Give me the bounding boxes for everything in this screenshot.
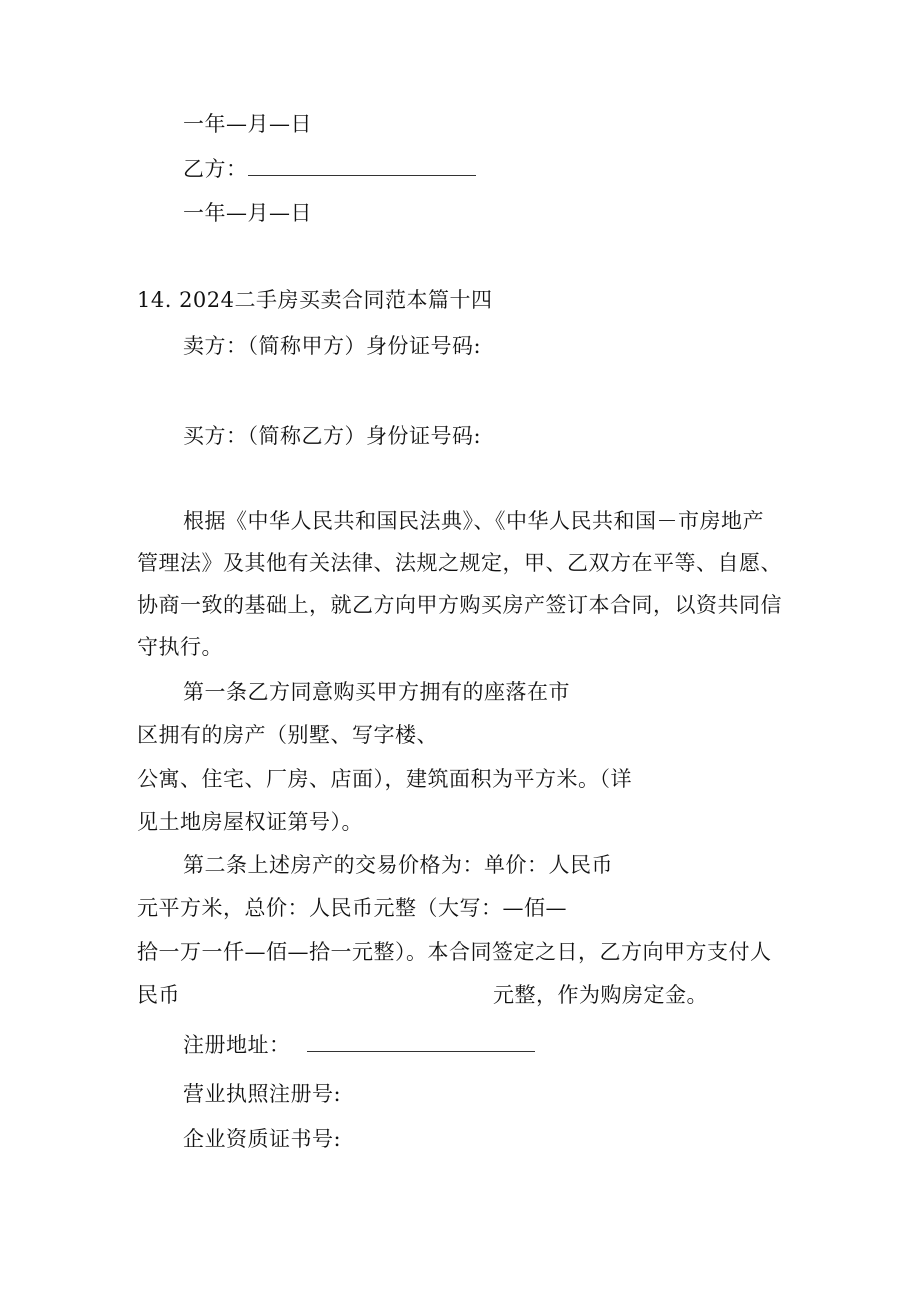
article-2-line-1: 第二条上述房产的交易价格为：单价：人民币: [183, 853, 613, 877]
article-2-line-4: [137, 980, 708, 1010]
preamble-line-1: 根据《中华人民共和国民法典》、《中华人民共和国－市房地产: [183, 509, 764, 533]
article-2-line-3: 拾一万一仟—佰—拾一元整）。本合同签定之日，乙方向甲方支付人: [137, 940, 772, 964]
article-1-line-2: 区拥有的房产（别墅、写字楼、: [137, 723, 438, 747]
article-2-line-4-start: 民币: [137, 983, 180, 1007]
article-2-line-2: 元平方米，总价：人民币元整（大写：—佰—: [137, 896, 567, 920]
signature-date-2: 一年—月—日: [183, 201, 312, 225]
article-1-line-1: 第一条乙方同意购买甲方拥有的座落在市: [183, 680, 570, 704]
preamble-line-2: 管理法》及其他有关法律、法规之规定，甲、乙双方在平等、自愿、: [137, 551, 782, 575]
business-license-line: 营业执照注册号:: [183, 1082, 342, 1106]
registered-address-label: 注册地址：: [183, 1033, 291, 1057]
registered-address-blank: [307, 1033, 535, 1052]
signature-date-1: 一年—月—日: [183, 112, 312, 136]
qualification-cert-line: 企业资质证书号:: [183, 1127, 342, 1151]
buyer-id-line: 买方：（简称乙方）身份证号码:: [183, 424, 482, 448]
seller-id-line: 卖方：（简称甲方）身份证号码:: [183, 334, 482, 358]
party-b-signature-line: [183, 154, 476, 184]
article-2-line-4-end: 元整，作为购房定金。: [493, 983, 708, 1007]
party-b-blank: [248, 157, 476, 176]
party-b-label: 乙方：: [183, 157, 248, 181]
section-heading: 14. 2024二手房买卖合同范本篇十四: [137, 288, 493, 312]
article-1-line-3: 公寓、住宅、厂房、店面），建筑面积为平方米。（详: [137, 767, 632, 791]
registered-address-line: [183, 1030, 535, 1060]
article-1-line-4: 见土地房屋权证第号）。: [137, 810, 363, 834]
preamble-line-3: 协商一致的基础上，就乙方向甲方购买房产签订本合同，以资共同信: [137, 593, 782, 617]
preamble-line-4: 守执行。: [137, 635, 223, 659]
